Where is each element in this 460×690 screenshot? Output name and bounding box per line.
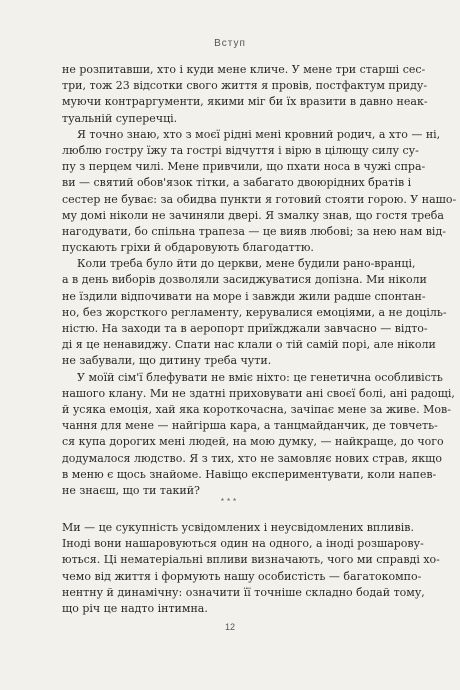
text-line: люблю гостру їжу та гострі відчуття і вірю в цілющу силу су- [62,143,419,157]
text-line: нентну й динамічну: означити її точніше складно бодай тому, [62,585,425,599]
text-line: пускають гріхи й обдаровують благодаттю. [62,241,314,255]
text-line: а в день виборів дозволяли засиджуватися допізна. Ми ніколи [62,273,427,287]
text-line: чання для мене — найгірша кара, а танцмайданчик, де товчеть- [62,419,438,433]
paragraph-start: Я точно знаю, хто з моєї рідні мені кровний родич, а хто — ні, [77,127,441,141]
text-line: ся купа дорогих мені людей, на мою думку, — найкраще, до чого [62,435,444,449]
text-line: ються. Ці нематеріальні впливи визначають, чого ми справді хо- [62,553,440,567]
text-line: но, без жорсткого регламенту, керувалися емоціями, а не доціль- [62,305,447,319]
text-line: не розпитавши, хто і куди мене кличе. У мене три старші сес- [62,63,426,76]
text-line: не їздили відпочивати на море і завжди жили радше спонтан- [62,289,426,303]
text-line: туальній суперечці. [62,111,178,125]
text-line: сестер не буває: за обидва пункти я готовий стояти горою. У нашо- [62,192,457,206]
text-line: му домі ніколи не зачиняли двері. Я змалку знав, що гостя треба [62,208,444,222]
text-line: що річ це надто інтимна. [62,601,208,615]
text-line: в меню є щось знайоме. Навіщо експериментувати, коли напев- [62,467,437,481]
text-line: не знаєш, що ти такий? [62,483,200,497]
paragraph-start: У моїй сім'ї блефувати не вміє ніхто: це генетична особливість [77,370,443,384]
text-line: й усяка емоція, хай яка короткочасна, зачіпає мене за живе. Мов- [62,402,451,416]
text-line: ви — святий обов'язок тітки, а забагато двоюрідних братів і [62,176,412,190]
paragraph-start: Коли треба було йти до церкви, мене будили рано-вранці, [77,257,416,271]
main-text-block [62,62,457,499]
section-separator: *** [220,497,240,506]
text-line: нагодувати, бо спільна трапеза — це вияв любові; за нею нам від- [62,224,446,238]
text-line: пу з перцем чилі. Мене привчили, що пхати носа в чужі спра- [62,160,426,174]
running-head: Вступ [214,38,246,49]
text-line: ністю. На заходи та в аеропорт приїжджали завчасно — відто- [62,322,428,335]
text-line: муючи контраргументи, якими міг би їх вразити в давно неак- [62,95,428,109]
text-line: три, тож 23 відсотки свого життя я провів, постфактум приду- [62,79,428,93]
text-line: нашого клану. Ми не здатні приховувати ані своєї болі, ані радощі, [62,386,455,400]
text-line: не забували, що дитину треба чути. [62,354,272,368]
text-line: Ми — це сукупність усвідомлених і неусвідомлених впливів. [62,521,414,534]
text-line: Іноді вони нашаровуються один на одного, а іноді розшарову- [62,537,424,551]
text-line: чемо від життя і формують нашу особистість — багатокомпо- [62,569,422,583]
text-line: додумалося людство. Я з тих, хто не замовляє нових страв, якщо [62,451,442,465]
second-text-block [62,520,440,617]
text-line: ді я це ненавиджу. Спати нас клали о тій самій порі, але ніколи [62,338,436,352]
page-number: 12 [224,622,235,632]
